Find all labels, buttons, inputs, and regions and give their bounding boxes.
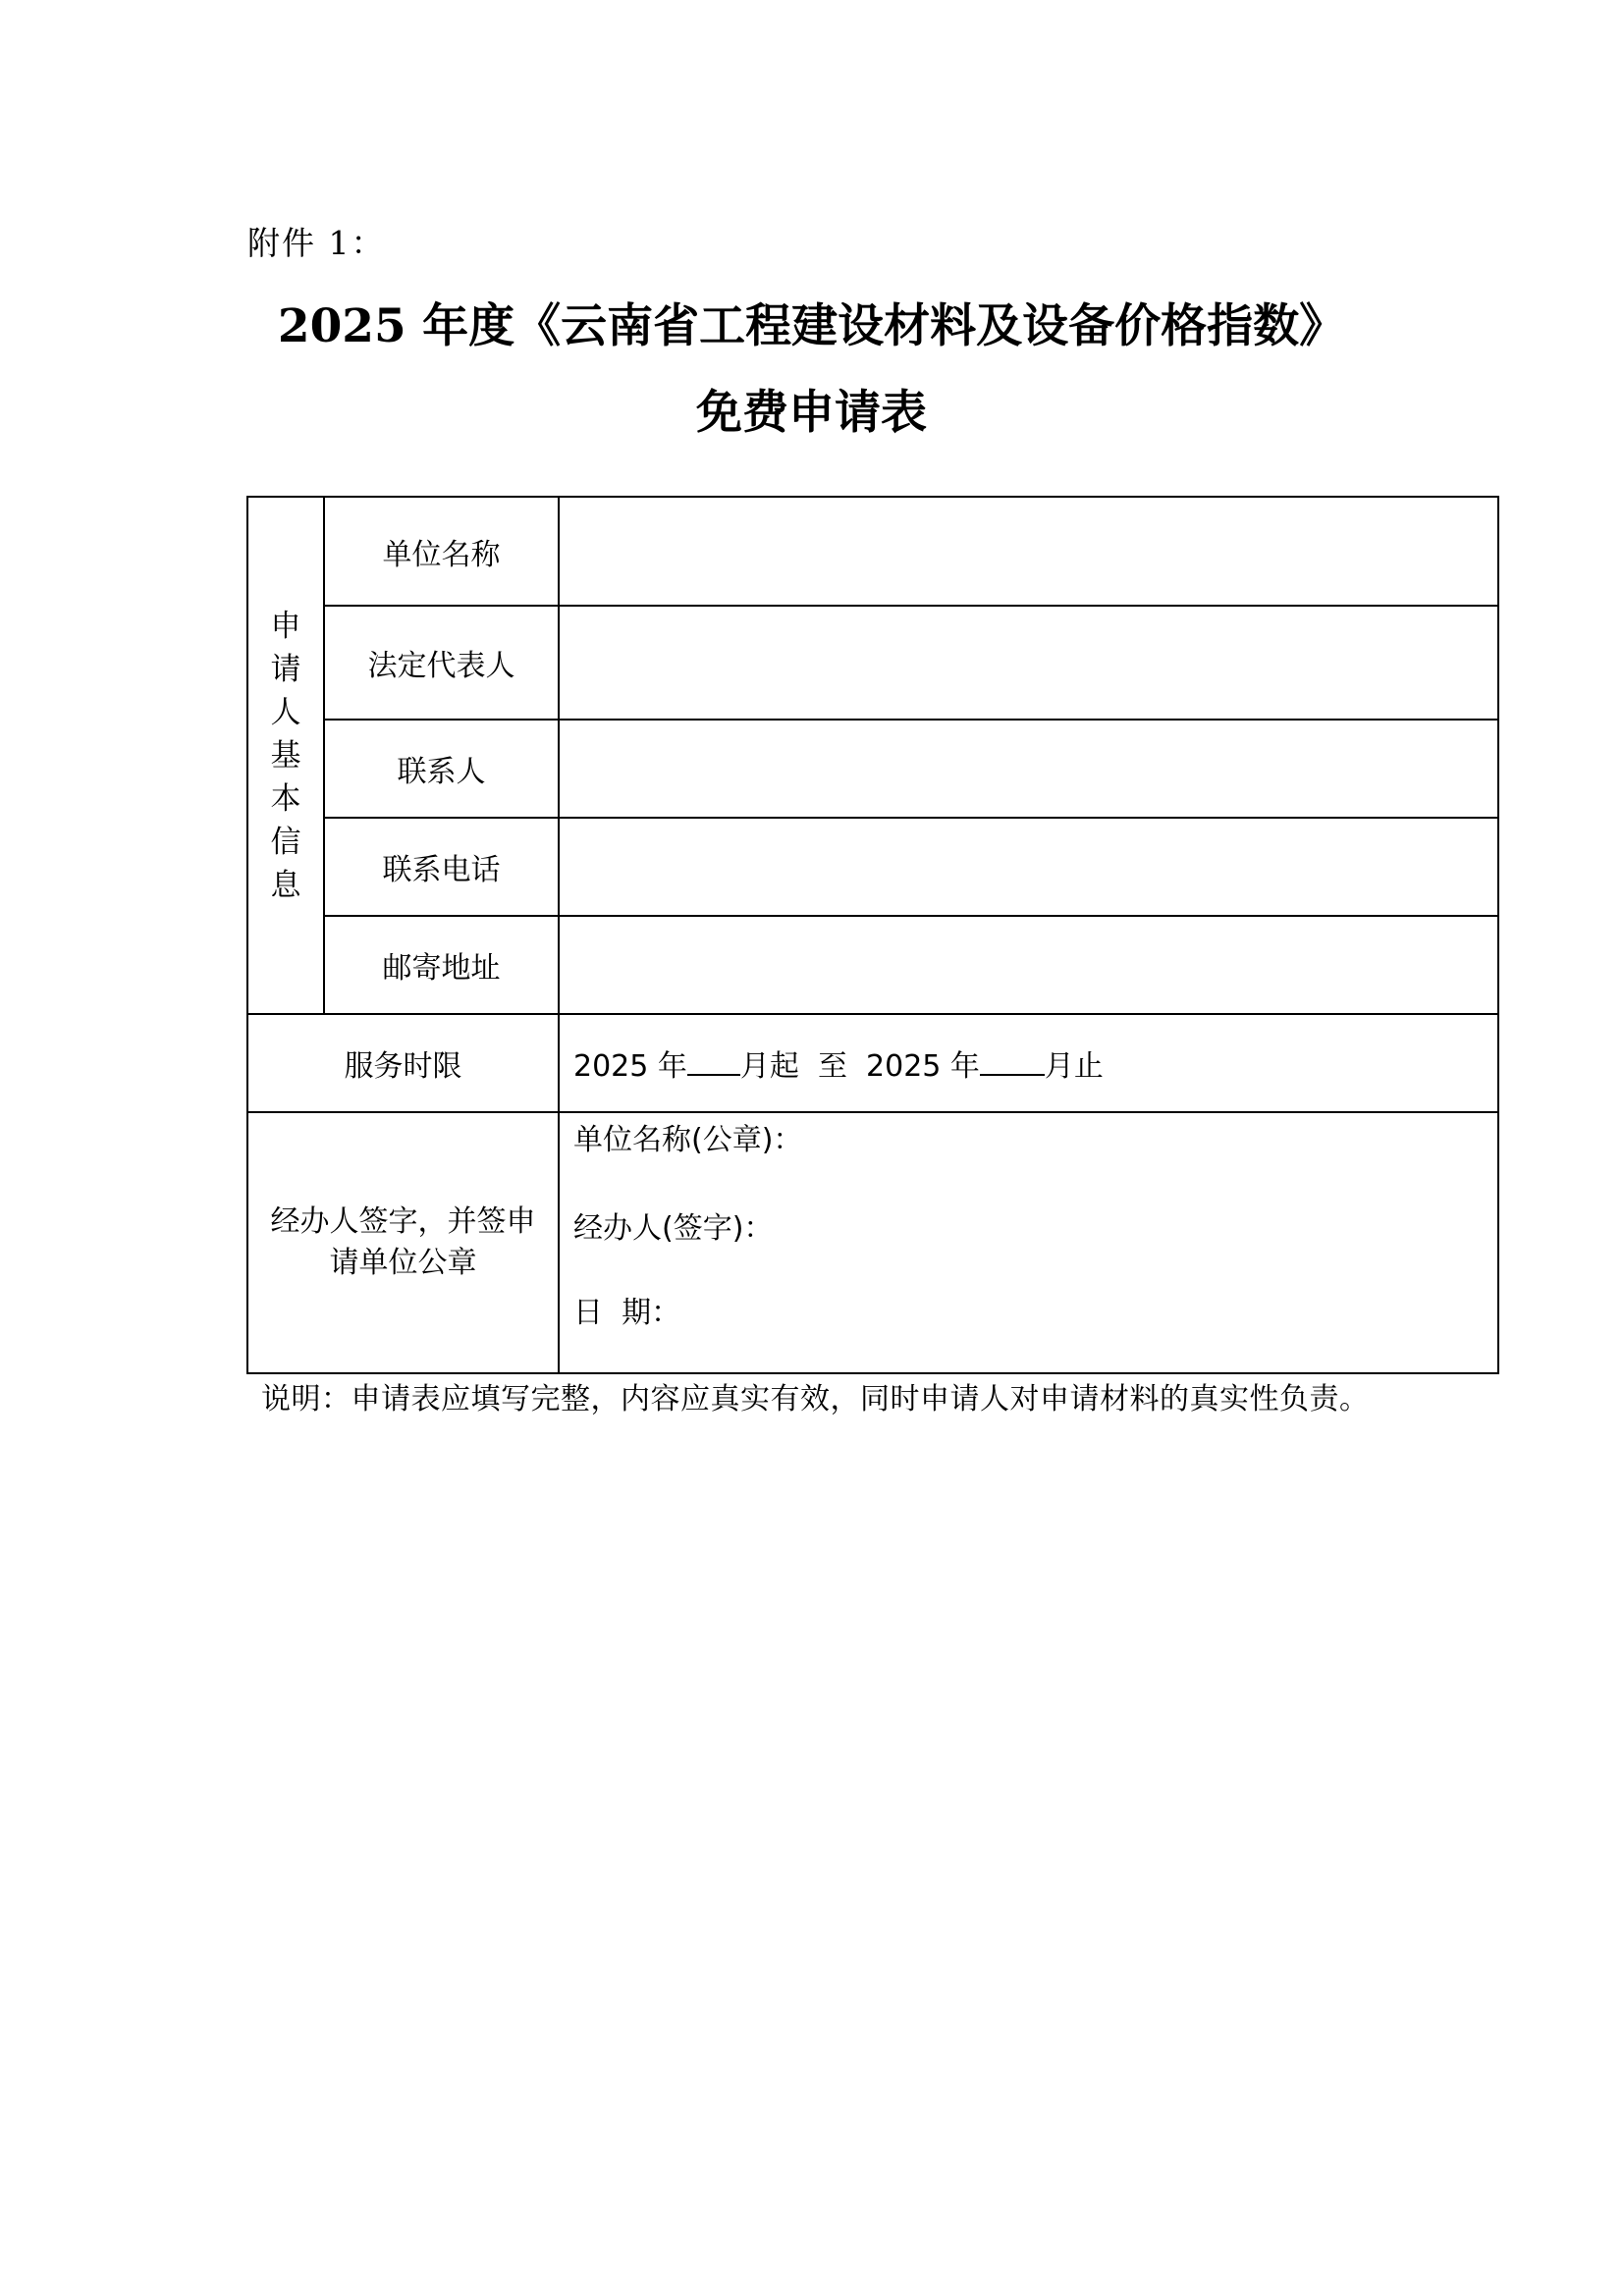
form-row-contact-phone (247, 818, 1498, 916)
applicant-info-section-text: 申请人基本信息 (270, 608, 301, 903)
application-form-table (246, 496, 1499, 1374)
service-period-value (559, 1014, 1498, 1112)
signature-area (559, 1112, 1498, 1373)
contact-person-label: 联系人 (324, 720, 559, 818)
date-line[interactable]: 日 期： (573, 1296, 681, 1330)
form-row-unit-name (247, 497, 1498, 606)
contact-person-field[interactable] (559, 720, 1498, 818)
contact-phone-label: 联系电话 (324, 818, 559, 916)
service-period-label: 服务时限 (247, 1014, 559, 1112)
form-row-service-period (247, 1014, 1498, 1112)
form-title-line-2: 免费申请表 (696, 386, 927, 440)
unit-seal-line[interactable]: 单位名称(公章)： (573, 1123, 803, 1157)
legal-representative-label: 法定代表人 (324, 606, 559, 720)
signature-label: 经办人签字，并签申请单位公章 (247, 1112, 559, 1373)
form-title-line-1: 2025 年度《云南省工程建设材料及设备价格指数》 (277, 299, 1346, 353)
form-row-legal-representative (247, 606, 1498, 720)
start-month-blank[interactable] (687, 1046, 740, 1076)
service-period-end-year: 月起 至 2025 年 (739, 1049, 980, 1084)
mailing-address-field[interactable] (559, 916, 1498, 1014)
unit-name-label: 单位名称 (324, 497, 559, 606)
unit-name-field[interactable] (559, 497, 1498, 606)
form-note: 说明：申请表应填写完整，内容应真实有效，同时申请人对申请材料的真实性负责。 (261, 1382, 1370, 1416)
contact-phone-field[interactable] (559, 818, 1498, 916)
attachment-label: 附件 1： (247, 224, 386, 262)
end-month-blank[interactable] (980, 1046, 1045, 1076)
form-row-contact-person (247, 720, 1498, 818)
service-period-end-suffix: 月止 (1044, 1049, 1104, 1084)
form-row-signature (247, 1112, 1498, 1373)
handler-signature-line[interactable]: 经办人(签字)： (573, 1211, 774, 1246)
legal-representative-field[interactable] (559, 606, 1498, 720)
applicant-info-section-label (247, 497, 324, 1014)
service-period-start-year: 2025 年 (573, 1049, 687, 1084)
mailing-address-label: 邮寄地址 (324, 916, 559, 1014)
form-row-mailing-address (247, 916, 1498, 1014)
